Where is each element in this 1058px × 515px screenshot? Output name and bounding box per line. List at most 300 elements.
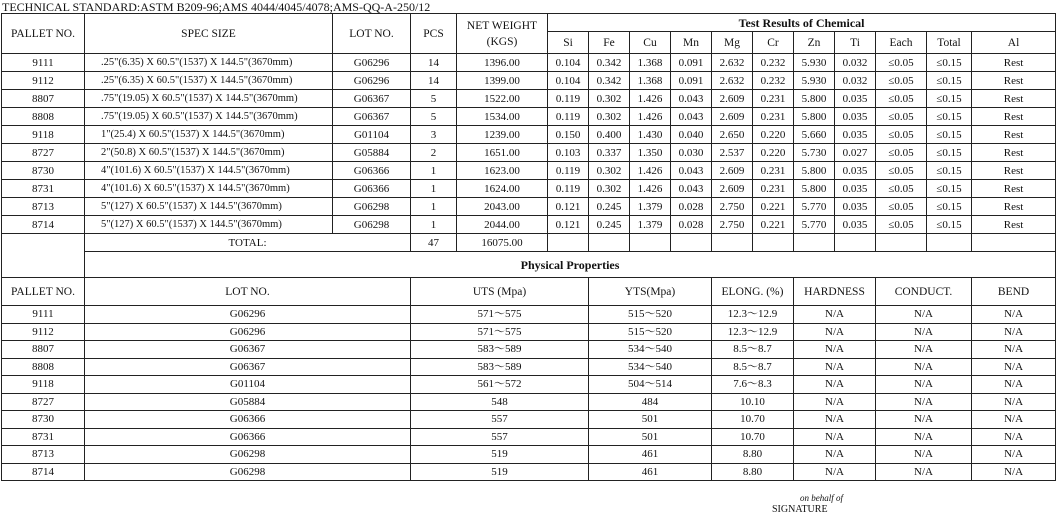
chem-row [2,72,1056,90]
element-value: 0.342 [589,54,630,72]
element-value: 0.035 [835,90,876,108]
technical-standard: TECHNICAL STANDARD:ASTM B209-96;AMS 4044/4045/4078;AMS-QQ-A-250/12 [2,0,431,14]
element-value: 1.426 [630,180,671,198]
pcs: 5 [411,90,457,108]
element-value: 0.121 [548,216,589,234]
element-value: ≤0.05 [876,126,927,144]
yts-value: 501 [589,411,712,429]
pcs: 14 [411,72,457,90]
hardness-value: N/A [794,393,876,411]
header-element-zn: Zn [794,32,835,54]
element-value: 0.119 [548,108,589,126]
pcs: 3 [411,126,457,144]
pallet-no: 9118 [2,126,85,144]
yts-value: 461 [589,446,712,464]
element-value: 0.121 [548,198,589,216]
elong-value: 8.5～8.7 [712,358,794,376]
element-value: 0.232 [753,72,794,90]
hardness-value: N/A [794,341,876,359]
element-value: 0.103 [548,144,589,162]
lot-no: G06366 [85,428,411,446]
element-value: 0.032 [835,54,876,72]
phys-header-yts: YTS(Mpa) [589,278,712,306]
element-value: ≤0.15 [927,162,972,180]
element-value: 0.245 [589,198,630,216]
element-value: 0.043 [671,90,712,108]
uts-value: 583～589 [411,341,589,359]
pallet-no: 9112 [2,323,85,341]
element-value: 0.035 [835,216,876,234]
element-value: 2.609 [712,180,753,198]
element-value: 2.609 [712,108,753,126]
pcs: 2 [411,144,457,162]
chem-row [2,126,1056,144]
element-value: 0.337 [589,144,630,162]
lot-no: G06366 [85,411,411,429]
lot-no: G05884 [85,393,411,411]
lot-no: G06298 [85,463,411,481]
net-weight: 1522.00 [457,90,548,108]
element-value: ≤0.15 [927,180,972,198]
spec-size: .75"(19.05) X 60.5"(1537) X 144.5"(3670mm) [85,108,333,126]
header-net-weight-line2: (KGS) [486,35,518,48]
element-value: 0.302 [589,108,630,126]
element-value: 0.040 [671,126,712,144]
element-value: 5.800 [794,180,835,198]
phys-header-pallet-no: PALLET NO. [2,278,85,306]
yts-value: 534～540 [589,358,712,376]
element-value: ≤0.15 [927,126,972,144]
element-value: 1.379 [630,198,671,216]
pallet-no: 9112 [2,72,85,90]
element-value: 0.400 [589,126,630,144]
bend-value: N/A [972,428,1056,446]
total-empty-cell [712,234,753,252]
lot-no: G06298 [333,216,411,234]
header-element-al: Al [972,32,1056,54]
spec-size: 5"(127) X 60.5"(1537) X 144.5"(3670mm) [85,198,333,216]
physical-title-row [2,252,1056,278]
pallet-no: 8807 [2,90,85,108]
element-value: 0.220 [753,126,794,144]
header-spec-size: SPEC SIZE [85,14,333,54]
element-value: Rest [972,198,1056,216]
element-value: ≤0.05 [876,162,927,180]
element-value: Rest [972,54,1056,72]
hardness-value: N/A [794,306,876,324]
element-value: 0.302 [589,180,630,198]
total-empty-cell [972,234,1056,252]
net-weight: 2044.00 [457,216,548,234]
element-value: 5.770 [794,198,835,216]
phys-row [2,323,1056,341]
element-value: 0.231 [753,162,794,180]
element-value: ≤0.15 [927,108,972,126]
conduct-value: N/A [876,376,972,394]
phys-row [2,376,1056,394]
lot-no: G06296 [333,72,411,90]
chem-row [2,108,1056,126]
element-value: ≤0.15 [927,216,972,234]
net-weight: 1396.00 [457,54,548,72]
lot-no: G06298 [85,446,411,464]
bend-value: N/A [972,306,1056,324]
element-value: 0.091 [671,72,712,90]
header-chemical-results: Test Results of Chemical [548,14,1056,32]
yts-value: 501 [589,428,712,446]
pallet-no: 8731 [2,180,85,198]
phys-row [2,446,1056,464]
element-value: 0.119 [548,162,589,180]
pallet-no: 8714 [2,463,85,481]
bend-value: N/A [972,323,1056,341]
total-empty-cell [876,234,927,252]
element-value: 1.379 [630,216,671,234]
element-value: 0.342 [589,72,630,90]
lot-no: G01104 [333,126,411,144]
header-net-weight [457,14,548,54]
physical-title-blank [2,252,85,278]
header-pcs: PCS [411,14,457,54]
header-element-ti: Ti [835,32,876,54]
chem-row [2,180,1056,198]
pallet-no: 8730 [2,411,85,429]
element-value: 0.231 [753,90,794,108]
element-value: 5.800 [794,90,835,108]
lot-no: G06367 [333,90,411,108]
hardness-value: N/A [794,463,876,481]
conduct-value: N/A [876,323,972,341]
uts-value: 571～575 [411,306,589,324]
conduct-value: N/A [876,446,972,464]
element-value: ≤0.05 [876,54,927,72]
element-value: ≤0.15 [927,144,972,162]
pallet-no: 9111 [2,54,85,72]
hardness-value: N/A [794,411,876,429]
element-value: 5.800 [794,162,835,180]
spec-size: 4"(101.6) X 60.5"(1537) X 144.5"(3670mm) [85,180,333,198]
element-value: 0.043 [671,180,712,198]
pallet-no: 8713 [2,446,85,464]
element-value: 0.027 [835,144,876,162]
pallet-no: 9111 [2,306,85,324]
lot-no: G06296 [85,306,411,324]
element-value: 0.232 [753,54,794,72]
chem-row [2,144,1056,162]
elong-value: 10.70 [712,428,794,446]
header-net-weight-line1: NET WEIGHT [466,19,538,32]
pcs: 5 [411,108,457,126]
yts-value: 504～514 [589,376,712,394]
pcs: 1 [411,180,457,198]
physical-properties-title: Physical Properties [85,252,1056,278]
phys-header-lot-no: LOT NO. [85,278,411,306]
element-value: 0.028 [671,216,712,234]
phys-row [2,428,1056,446]
element-value: 1.426 [630,162,671,180]
element-value: Rest [972,162,1056,180]
total-empty-cell [548,234,589,252]
yts-value: 534～540 [589,341,712,359]
bend-value: N/A [972,393,1056,411]
chem-row [2,90,1056,108]
element-value: 0.043 [671,108,712,126]
element-value: 0.231 [753,108,794,126]
uts-value: 519 [411,463,589,481]
yts-value: 484 [589,393,712,411]
pallet-no: 8727 [2,144,85,162]
uts-value: 571～575 [411,323,589,341]
conduct-value: N/A [876,393,972,411]
phys-header-bend: BEND [972,278,1056,306]
uts-value: 519 [411,446,589,464]
pcs: 1 [411,162,457,180]
net-weight: 1623.00 [457,162,548,180]
signature-label: SIGNATURE [772,504,828,515]
element-value: 0.043 [671,162,712,180]
uts-value: 557 [411,428,589,446]
element-value: 0.302 [589,90,630,108]
hardness-value: N/A [794,358,876,376]
element-value: ≤0.15 [927,54,972,72]
element-value: 0.030 [671,144,712,162]
element-value: ≤0.05 [876,108,927,126]
header-element-cu: Cu [630,32,671,54]
total-empty-cell [794,234,835,252]
physical-header-row [2,278,1056,306]
lot-no: G06367 [85,341,411,359]
phys-row [2,306,1056,324]
element-value: ≤0.05 [876,72,927,90]
element-value: 0.104 [548,72,589,90]
phys-row [2,341,1056,359]
element-value: 0.302 [589,162,630,180]
chem-row [2,54,1056,72]
header-element-mg: Mg [712,32,753,54]
elong-value: 8.80 [712,446,794,464]
net-weight: 2043.00 [457,198,548,216]
element-value: 1.368 [630,54,671,72]
lot-no: G06367 [85,358,411,376]
conduct-value: N/A [876,306,972,324]
element-value: Rest [972,72,1056,90]
net-weight: 1651.00 [457,144,548,162]
phys-header-uts: UTS (Mpa) [411,278,589,306]
element-value: 2.609 [712,162,753,180]
elong-value: 8.80 [712,463,794,481]
element-value: 0.221 [753,216,794,234]
element-value: 2.750 [712,198,753,216]
element-value: 2.650 [712,126,753,144]
phys-header-hardness: HARDNESS [794,278,876,306]
spec-size: .25"(6.35) X 60.5"(1537) X 144.5"(3670mm) [85,54,333,72]
element-value: ≤0.15 [927,90,972,108]
bend-value: N/A [972,358,1056,376]
element-value: 5.930 [794,54,835,72]
lot-no: G06366 [333,162,411,180]
net-weight: 1624.00 [457,180,548,198]
header-element-total: Total [927,32,972,54]
bend-value: N/A [972,446,1056,464]
elong-value: 12.3～12.9 [712,323,794,341]
elong-value: 8.5～8.7 [712,341,794,359]
pallet-no: 8807 [2,341,85,359]
element-value: 1.426 [630,90,671,108]
element-value: ≤0.05 [876,198,927,216]
net-weight: 1399.00 [457,72,548,90]
elong-value: 7.6～8.3 [712,376,794,394]
conduct-value: N/A [876,358,972,376]
pallet-no: 8727 [2,393,85,411]
element-value: ≤0.15 [927,198,972,216]
spec-size: .75"(19.05) X 60.5"(1537) X 144.5"(3670mm) [85,90,333,108]
element-value: 0.220 [753,144,794,162]
chem-row [2,198,1056,216]
element-value: 1.430 [630,126,671,144]
total-empty-cell [753,234,794,252]
total-empty-cell [630,234,671,252]
pallet-no: 8713 [2,198,85,216]
element-value: ≤0.05 [876,216,927,234]
element-value: Rest [972,180,1056,198]
hardness-value: N/A [794,376,876,394]
pallet-no: 8808 [2,358,85,376]
hardness-value: N/A [794,323,876,341]
header-element-fe: Fe [589,32,630,54]
phys-row [2,411,1056,429]
phys-header-elong: ELONG. (%) [712,278,794,306]
element-value: Rest [972,144,1056,162]
element-value: 5.730 [794,144,835,162]
elong-value: 10.70 [712,411,794,429]
lot-no: G06367 [333,108,411,126]
signature-behalf: on behalf of [800,493,843,503]
yts-value: 515～520 [589,306,712,324]
element-value: 0.104 [548,54,589,72]
spec-size: 2"(50.8) X 60.5"(1537) X 144.5"(3670mm) [85,144,333,162]
element-value: Rest [972,108,1056,126]
uts-value: 561～572 [411,376,589,394]
total-pcs: 47 [411,234,457,252]
element-value: 0.035 [835,108,876,126]
element-value: 0.032 [835,72,876,90]
element-value: 0.035 [835,162,876,180]
hardness-value: N/A [794,446,876,464]
yts-value: 461 [589,463,712,481]
lot-no: G06298 [333,198,411,216]
element-value: 1.368 [630,72,671,90]
conduct-value: N/A [876,428,972,446]
element-value: 0.245 [589,216,630,234]
element-value: Rest [972,216,1056,234]
element-value: 2.750 [712,216,753,234]
spec-size: .25"(6.35) X 60.5"(1537) X 144.5"(3670mm) [85,72,333,90]
lot-no: G06296 [85,323,411,341]
element-value: 2.632 [712,72,753,90]
conduct-value: N/A [876,341,972,359]
chem-row [2,162,1056,180]
spec-size: 4"(101.6) X 60.5"(1537) X 144.5"(3670mm) [85,162,333,180]
pallet-no: 8731 [2,428,85,446]
bend-value: N/A [972,376,1056,394]
net-weight: 1239.00 [457,126,548,144]
element-value: 0.119 [548,90,589,108]
uts-value: 557 [411,411,589,429]
element-value: 2.537 [712,144,753,162]
phys-row [2,358,1056,376]
lot-no: G06296 [333,54,411,72]
element-value: 1.426 [630,108,671,126]
element-value: ≤0.05 [876,90,927,108]
element-value: 0.150 [548,126,589,144]
element-value: 0.035 [835,126,876,144]
element-value: ≤0.05 [876,144,927,162]
total-empty-cell [927,234,972,252]
lot-no: G01104 [85,376,411,394]
element-value: 0.091 [671,54,712,72]
total-row [2,234,1056,252]
elong-value: 12.3～12.9 [712,306,794,324]
element-value: ≤0.05 [876,180,927,198]
conduct-value: N/A [876,463,972,481]
bend-value: N/A [972,463,1056,481]
spec-size: 1"(25.4) X 60.5"(1537) X 144.5"(3670mm) [85,126,333,144]
pallet-no: 8714 [2,216,85,234]
elong-value: 10.10 [712,393,794,411]
pcs: 14 [411,54,457,72]
element-value: 2.632 [712,54,753,72]
total-label: TOTAL: [85,234,411,252]
certificate-table [1,13,1056,481]
phys-row [2,393,1056,411]
uts-value: 583～589 [411,358,589,376]
element-value: Rest [972,90,1056,108]
element-value: 5.770 [794,216,835,234]
lot-no: G05884 [333,144,411,162]
chem-row [2,216,1056,234]
element-value: 1.350 [630,144,671,162]
header-pallet-no: PALLET NO. [2,14,85,54]
pallet-no: 8808 [2,108,85,126]
element-value: 2.609 [712,90,753,108]
pallet-no: 8730 [2,162,85,180]
hardness-value: N/A [794,428,876,446]
element-value: ≤0.15 [927,72,972,90]
header-element-si: Si [548,32,589,54]
element-value: 5.660 [794,126,835,144]
total-empty-cell [835,234,876,252]
element-value: 5.930 [794,72,835,90]
lot-no: G06366 [333,180,411,198]
header-element-mn: Mn [671,32,712,54]
total-empty-cell [589,234,630,252]
spec-size: 5"(127) X 60.5"(1537) X 144.5"(3670mm) [85,216,333,234]
pcs: 1 [411,216,457,234]
yts-value: 515～520 [589,323,712,341]
element-value: 0.119 [548,180,589,198]
element-value: Rest [972,126,1056,144]
phys-header-conduct: CONDUCT. [876,278,972,306]
header-element-cr: Cr [753,32,794,54]
uts-value: 548 [411,393,589,411]
pallet-no: 9118 [2,376,85,394]
bend-value: N/A [972,411,1056,429]
total-empty-cell [671,234,712,252]
element-value: 0.028 [671,198,712,216]
element-value: 0.221 [753,198,794,216]
element-value: 5.800 [794,108,835,126]
header-element-each: Each [876,32,927,54]
